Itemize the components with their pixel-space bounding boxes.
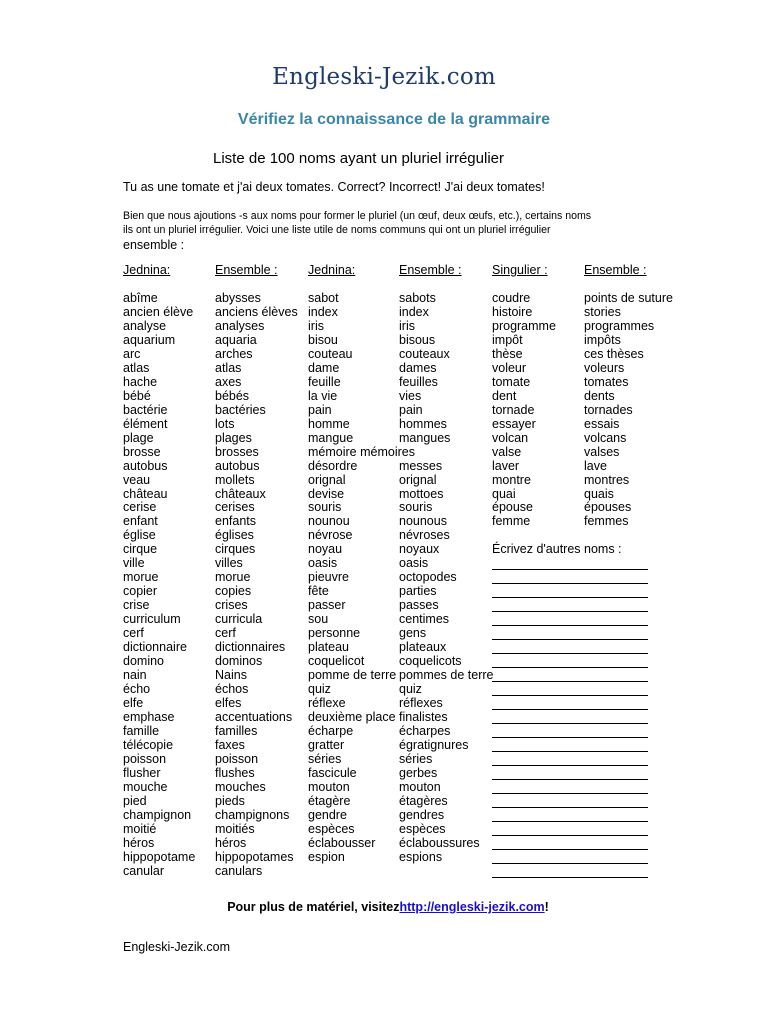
list-item: iris [308,318,324,333]
list-item: oasis [308,556,338,571]
list-item: laver [492,458,520,473]
list-item: dominos [215,654,263,669]
answer-line[interactable] [492,767,622,781]
list-item: espions [399,849,443,864]
list-item: brosse [123,444,161,459]
list-item: noyaux [399,542,440,557]
list-item: mouches [215,779,266,794]
list-item: pommes de terre [399,668,494,683]
list-item: séries [308,751,342,766]
column-jednina-1 [123,264,195,879]
list-item: réflexes [399,696,443,711]
list-item: essayer [492,416,536,431]
list-item: octopodes [399,570,457,585]
list-item: veau [123,472,151,487]
site-title: Engleski-Jezik.com [272,64,496,90]
list-item: espion [308,849,345,864]
list-item: anciens élèves [215,304,298,319]
list-item: elfe [123,696,144,711]
column-header: Ensemble : [399,263,462,277]
list-item: séries [399,751,433,766]
list-item [399,446,493,460]
list-item: névroses [399,528,450,543]
list-item: bisous [399,332,436,347]
website-link[interactable]: http://engleski-jezik.com [399,900,545,914]
column-ensemble-3 [584,264,673,529]
list-item: désordre [308,458,358,473]
list-item: flushes [215,765,255,780]
list-item: abysses [215,290,261,305]
footer-note-suffix: ! [544,900,549,914]
list-item: femmes [584,514,629,529]
list-item: accentuations [215,710,293,724]
answer-line[interactable] [492,837,622,851]
list-item: sabot [308,290,339,305]
list-item: montres [584,472,630,487]
list-item: souris [308,500,342,515]
list-item: cirques [215,542,256,557]
list-item: dents [584,388,615,403]
list-item: messes [399,458,443,473]
list-item: thèse [492,346,523,361]
intro-paragraph [123,209,663,252]
answer-line[interactable] [492,753,622,767]
list-item: mouche [123,779,168,794]
list-item: impôts [584,332,621,347]
list-item: plages [215,430,252,445]
answer-line[interactable] [492,739,622,753]
row-spacer [584,278,673,292]
row-spacer [215,278,298,292]
list-item: feuille [308,374,341,389]
footer-note-prefix: Pour plus de matériel, visitez [227,900,400,914]
page-subtitle: Vérifiez la connaissance de la grammaire [237,111,551,128]
list-item: église [123,528,156,543]
list-item: écharpes [399,723,451,738]
list-item: pain [308,402,332,417]
list-item: mangue [308,430,354,445]
list-item: hache [123,374,158,389]
answer-line[interactable] [492,627,622,641]
list-item: autobus [215,458,260,473]
list-item: moitiés [215,821,255,836]
list-item: étagère [308,793,351,808]
list-item: bébés [215,388,250,403]
list-item: index [308,304,338,319]
list-item: dent [492,388,517,403]
list-item: arches [215,346,253,361]
list-item: deuxième place [308,710,396,724]
answer-line[interactable] [492,585,622,599]
column-header: Ensemble : [215,263,278,277]
list-item: abîme [123,290,158,305]
list-item: poisson [215,751,259,766]
list-item: curricula [215,612,263,627]
list-item: nounous [399,514,447,529]
list-item: voleur [492,360,527,375]
list-item: élément [123,416,168,431]
list-item: parties [399,584,437,599]
list-item: réflexe [308,696,346,711]
list-item: Nains [215,668,247,683]
answer-line[interactable] [492,683,622,697]
list-item: programmes [584,318,655,333]
list-item: bactérie [123,402,168,417]
list-item: iris [399,318,415,333]
list-item: familles [215,723,258,738]
list-item: névrose [308,528,353,543]
list-item: télécopie [123,737,174,752]
list-title: Liste de 100 noms ayant un pluriel irrégulier [213,150,504,167]
paragraph-line-2: ils ont un pluriel irrégulier. Voici une liste utile de noms communs qui ont un pluriel irrégulier [123,224,551,236]
answer-line[interactable] [492,697,622,711]
list-item: noyau [308,542,343,557]
list-item: cerf [123,626,144,641]
paragraph-line-3: ensemble : [123,238,185,252]
list-item: héros [215,835,247,850]
list-item: pain [399,402,423,417]
paragraph-line-1: Bien que nous ajoutions -s aux noms pour former le pluriel (un œuf, deux œufs, etc.), certains noms [123,210,592,222]
list-item: plage [123,430,154,445]
column-header: Ensemble : [584,263,647,277]
list-item: quais [584,486,614,501]
answer-line[interactable] [492,823,622,837]
list-item: tornades [584,402,633,417]
list-item: vies [399,388,422,403]
list-item: poisson [123,751,167,766]
list-item: coquelicots [399,654,462,669]
list-item: canular [123,863,164,878]
list-item: échos [215,682,249,697]
list-item: analyse [123,318,167,333]
list-item: mouton [308,779,350,794]
list-item: dames [399,360,437,375]
list-item: pied [123,793,147,808]
list-item: canulars [215,863,263,878]
list-item: espèces [308,821,355,836]
list-item: quiz [399,682,422,697]
list-item: hippopotame [123,849,196,864]
list-item: bébé [123,388,151,403]
list-item: elfes [215,696,242,711]
list-item: homme [308,416,350,431]
list-item: volcans [584,430,627,445]
list-item: copies [215,584,252,599]
list-item: hippopotames [215,849,294,864]
answer-line[interactable] [492,851,622,865]
list-item: ville [123,556,145,571]
list-item: orignal [308,472,346,487]
list-item: orignal [399,472,437,487]
list-item: histoire [492,304,533,319]
answer-line[interactable] [492,725,622,739]
list-item: dictionnaire [123,640,187,655]
list-item: curriculum [123,612,181,627]
column-ensemble-1 [215,264,298,879]
list-item: gendre [308,807,347,822]
list-item: dame [308,360,340,375]
answer-line[interactable] [492,781,622,795]
column-ensemble-2 [399,264,493,865]
list-item: lots [215,416,235,431]
list-item: tornade [492,402,535,417]
column-header: Jednina: [308,263,356,277]
answer-line[interactable] [492,641,622,655]
list-item: couteau [308,346,353,361]
list-item: quai [492,486,516,501]
list-item: aquarium [123,332,176,347]
column-header: Jednina: [123,263,171,277]
list-item: copier [123,584,158,599]
list-item: passer [308,598,346,613]
list-item: souris [399,500,433,515]
list-item: programme [492,318,556,333]
footer-note [0,900,768,914]
list-item: pomme de terre [308,668,397,683]
answer-line[interactable] [492,655,622,669]
list-item: étagères [399,793,448,808]
list-item: tomate [492,374,531,389]
list-item: autobus [123,458,168,473]
write-more-label: Écrivez d'autres noms : [492,542,622,557]
list-item: personne [308,626,361,641]
list-item: passes [399,598,439,613]
list-item: arc [123,346,141,361]
list-item: gerbes [399,765,438,780]
list-item: éclaboussures [399,835,480,850]
list-item: crises [215,598,248,613]
list-item: cerf [215,626,236,641]
list-item: points de suture [584,290,673,305]
list-item: morue [215,570,251,585]
list-item: valse [492,444,522,459]
footer-site-name: Engleski-Jezik.com [123,940,230,954]
list-item: femme [492,514,531,529]
list-item: dictionnaires [215,640,286,655]
list-item: lave [584,458,607,473]
list-item: faxes [215,737,245,752]
list-item: pieds [215,793,245,808]
list-item: analyses [215,318,265,333]
list-item: crise [123,598,150,613]
list-item: pieuvre [308,570,349,585]
list-item: cirque [123,542,158,557]
list-item: valses [584,444,620,459]
answer-line[interactable] [492,571,622,585]
column-header: Singulier : [492,263,548,277]
list-item: mouton [399,779,441,794]
list-item: espèces [399,821,446,836]
list-item: égratignures [399,737,469,752]
list-item: tomates [584,374,629,389]
list-item: atlas [123,360,150,375]
answer-line[interactable] [492,599,622,613]
list-item: villes [215,556,243,571]
list-item: épouse [492,500,534,515]
list-item: gratter [308,737,345,752]
list-item: flusher [123,765,161,780]
list-item: nain [123,668,147,683]
list-item: écho [123,682,151,697]
list-item: centimes [399,612,450,627]
list-item: morue [123,570,159,585]
answer-line[interactable] [492,809,622,823]
list-item: famille [123,723,160,738]
list-item: mémoire mémoires [308,444,415,459]
list-item: châteaux [215,486,266,501]
list-item: fête [308,584,329,599]
answer-line[interactable] [492,865,622,879]
list-item: bisou [308,332,338,347]
list-item: volcan [492,430,529,445]
list-item: essais [584,416,620,431]
list-item: atlas [215,360,242,375]
list-item: plateau [308,640,350,655]
list-item: oasis [399,556,429,571]
list-item: château [123,486,168,501]
list-item: emphase [123,710,175,724]
answer-line[interactable] [492,557,622,571]
row-spacer [399,278,493,292]
list-item: nounou [308,514,350,529]
list-item: feuilles [399,374,438,389]
list-item: coquelicot [308,654,365,669]
list-item: finalistes [399,710,448,724]
answer-line[interactable] [492,711,622,725]
list-item: écharpe [308,723,354,738]
list-item: moitié [123,821,157,836]
list-item: brosses [215,444,259,459]
list-item: mottoes [399,486,444,501]
list-item: enfants [215,514,257,529]
list-item: couteaux [399,346,450,361]
list-item: ancien élève [123,304,194,319]
list-item: devise [308,486,345,501]
list-item: domino [123,654,164,669]
list-item: ces thèses [584,346,644,361]
list-item: plateaux [399,640,447,655]
list-item: cerise [123,500,157,515]
list-item: coudre [492,290,531,305]
list-item: bactéries [215,402,266,417]
list-item: la vie [308,388,338,403]
list-item: hommes [399,416,447,431]
list-item: mangues [399,430,451,445]
list-item: gens [399,626,427,641]
list-item: gendres [399,807,445,822]
list-item: axes [215,374,242,389]
answer-line[interactable] [492,795,622,809]
list-item: églises [215,528,254,543]
list-item: éclabousser [308,835,376,850]
list-item: stories [584,304,621,319]
list-item: montre [492,472,531,487]
answer-line[interactable] [492,613,622,627]
list-item: cerises [215,500,255,515]
list-item: champignon [123,807,192,822]
list-item: quiz [308,682,331,697]
list-item: index [399,304,429,319]
row-spacer [123,278,195,292]
list-item: fascicule [308,765,357,780]
list-item: impôt [492,332,523,347]
answer-line[interactable] [492,669,622,683]
list-item: épouses [584,500,632,515]
list-item: champignons [215,807,290,822]
intro-sentence: Tu as une tomate et j'ai deux tomates. Correct? Incorrect! J'ai deux tomates! [123,180,545,194]
list-item: sou [308,612,329,627]
list-item: héros [123,835,155,850]
list-item: enfant [123,514,158,529]
list-item: voleurs [584,360,625,375]
list-item: sabots [399,290,436,305]
list-item: mollets [215,472,255,487]
list-item: aquaria [215,332,257,347]
